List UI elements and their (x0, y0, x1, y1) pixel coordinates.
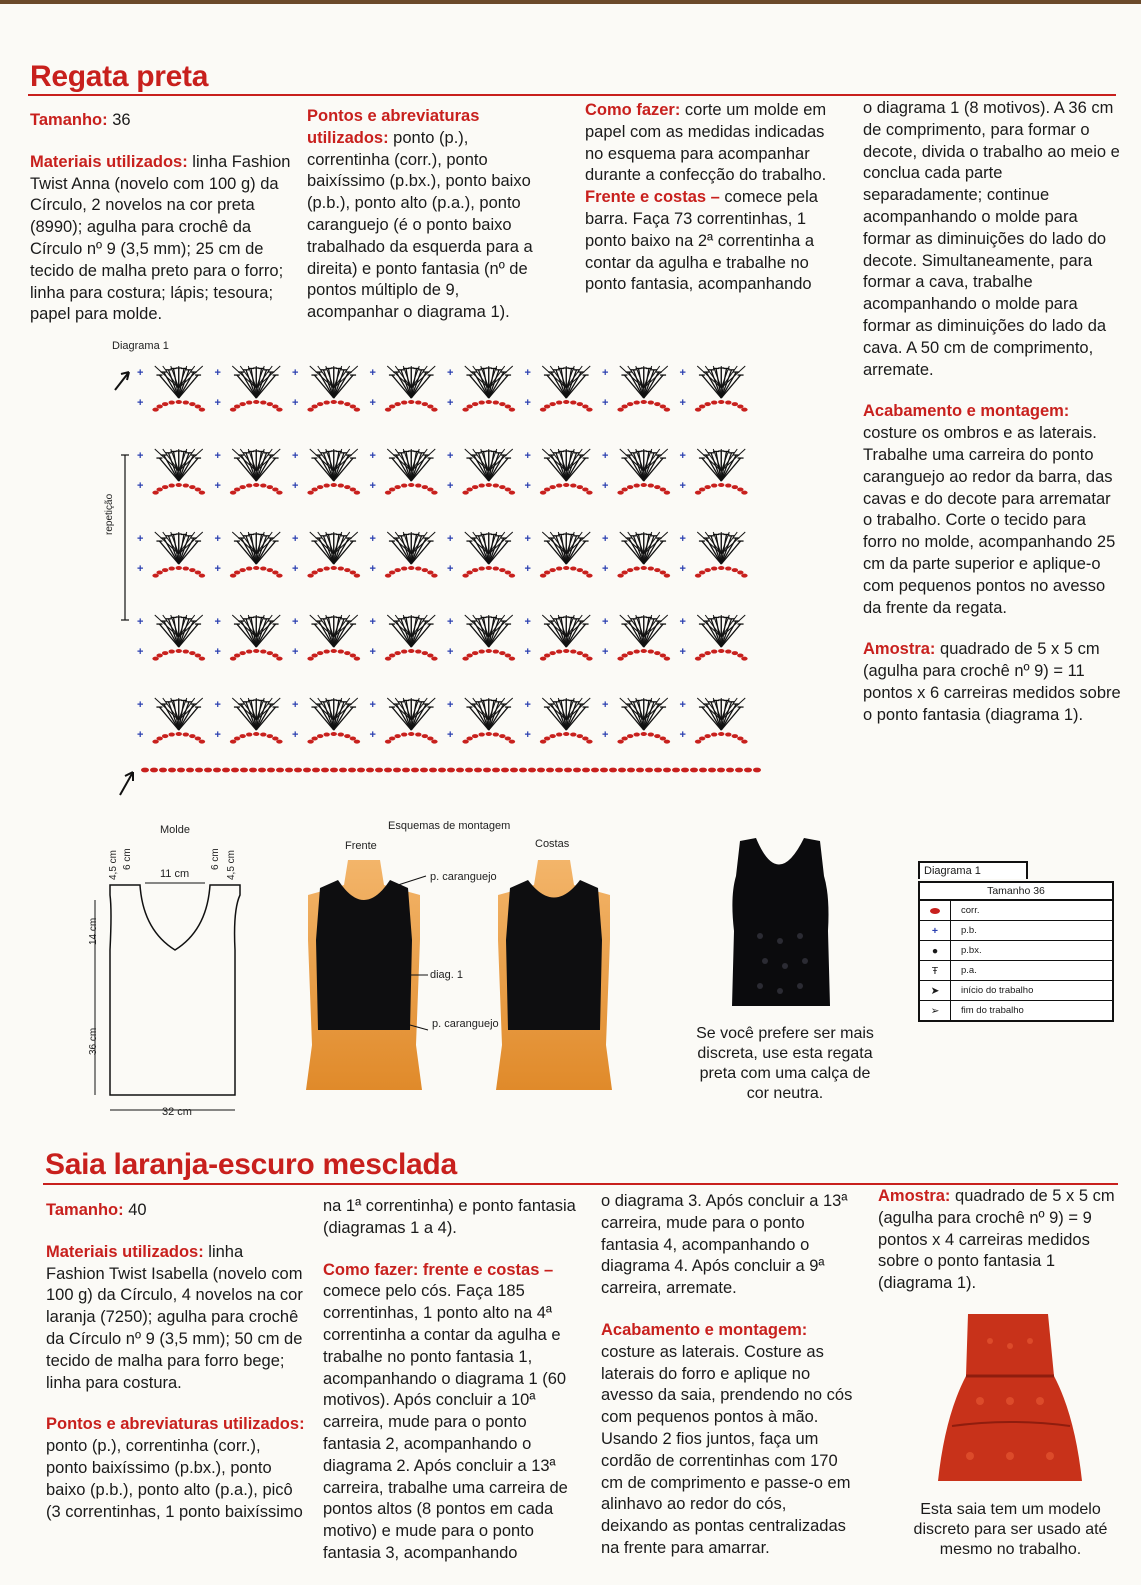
size-label: Tamanho: (30, 111, 108, 129)
tank-photo-caption: Se você prefere ser mais discreta, use esta regata preta com uma calça de cor neutra. (696, 1025, 874, 1102)
svg-text:+: + (602, 480, 609, 492)
svg-text:+: + (447, 616, 454, 628)
legend-row: ➤ início do trabalho (920, 981, 1112, 1001)
svg-text:+: + (214, 646, 221, 658)
svg-text:+: + (214, 699, 221, 711)
svg-text:+: + (602, 450, 609, 462)
legend-row: corr. (920, 901, 1112, 921)
svg-text:+: + (369, 563, 376, 575)
svg-text:+: + (369, 646, 376, 658)
svg-text:+: + (369, 533, 376, 545)
svg-text:+: + (447, 563, 454, 575)
article2-col1: Tamanho: 40 Materiais utilizados: linha Fashion Twist Isabella (novelo com 100 g) da Círculo, 4 novelos na cor laranja (7250); agulha para crochê da Círculo nº 9 (3,5 mm); 50 cm de tecido de malha para forro bege; linha para costura. Pontos e abreviaturas utilizados: ponto (p.), correntinha (corr.), ponto baixíssimo (p.bx.), ponto baixo (p.b.), ponto alto (p.a.), picô (3 correntinhas, 1 ponto baixíssimo (46, 1201, 305, 1521)
svg-text:+: + (137, 729, 144, 741)
assembly-crab-top: p. caranguejo (430, 871, 497, 883)
svg-text:+: + (137, 646, 144, 658)
dot-icon: ● (920, 941, 951, 960)
svg-text:+: + (602, 367, 609, 379)
svg-text:+: + (214, 367, 221, 379)
svg-text:+: + (679, 450, 686, 462)
top-edge-strip (0, 0, 1141, 4)
crochet-chart (105, 350, 770, 800)
svg-text:+: + (214, 480, 221, 492)
svg-text:+: + (214, 616, 221, 628)
legend-row: ● p.bx. (920, 941, 1112, 961)
pattern-dim-32: 32 cm (162, 1106, 192, 1118)
assembly-front-label: Frente (345, 840, 377, 852)
svg-text:+: + (137, 450, 144, 462)
svg-text:+: + (369, 450, 376, 462)
svg-text:+: + (524, 397, 531, 409)
svg-text:+: + (602, 533, 609, 545)
pattern-dim-11: 11 cm (160, 868, 190, 880)
svg-text:+: + (137, 367, 144, 379)
svg-text:+: + (292, 699, 299, 711)
plus-icon: + (920, 921, 951, 940)
svg-text:+: + (679, 646, 686, 658)
svg-text:+: + (679, 533, 686, 545)
svg-text:+: + (524, 646, 531, 658)
assembly-diag: diag. 1 (430, 969, 464, 981)
pattern-dim-36: 36 cm (88, 1027, 99, 1055)
svg-text:+: + (369, 367, 376, 379)
svg-text:+: + (524, 563, 531, 575)
svg-text:+: + (524, 533, 531, 545)
svg-text:+: + (447, 397, 454, 409)
article2-title: Saia laranja-escuro mesclada (45, 1148, 457, 1181)
svg-text:+: + (214, 729, 221, 741)
svg-text:+: + (679, 480, 686, 492)
article1-col3 (585, 100, 840, 316)
svg-text:+: + (214, 533, 221, 545)
back-mannequin (496, 860, 612, 1090)
sample-label: Amostra: (863, 640, 936, 659)
front-mannequin (306, 860, 422, 1090)
front-text: comece pela barra. Faça 73 correntinhas, 1 ponto baixo na 2ª correntinha a contar da agulha e trabalhe no ponto fantasia, acompanhando (585, 188, 818, 294)
svg-text:+: + (679, 616, 686, 628)
finish-label: Acabamento e montagem: (863, 402, 1070, 421)
legend-box (918, 881, 1114, 1022)
svg-text:+: + (447, 533, 454, 545)
svg-text:+: + (292, 450, 299, 462)
svg-text:+: + (602, 646, 609, 658)
article2-rule (43, 1183, 1118, 1185)
stitches-text: ponto (p.), correntinha (corr.), ponto baixíssimo (p.bx.), ponto baixo (p.b.), ponto alto (p.a.), ponto caranguejo (é o ponto baixo trabalhado da esquerda para a direita) e ponto fantasia (nº de pontos múltiplo de 9, acompanhar o diagrama 1). (307, 128, 533, 322)
article-title: Regata preta (30, 60, 209, 93)
diagram-label: Diagrama 1 (112, 340, 169, 352)
svg-text:+: + (679, 397, 686, 409)
end-arrow-icon (115, 372, 129, 390)
howto-text: corte um molde em papel com as medidas indicadas no esquema para acompanhar durante a confecção do trabalho. (585, 101, 827, 185)
legend-row: Ŧ p.a. (920, 961, 1112, 981)
legend-row: ➢ fim do trabalho (920, 1001, 1112, 1020)
assembly-crab-bottom: p. caranguejo (432, 1018, 499, 1030)
svg-text:+: + (602, 397, 609, 409)
svg-text:+: + (292, 480, 299, 492)
svg-text:+: + (137, 563, 144, 575)
svg-text:+: + (292, 616, 299, 628)
svg-text:+: + (602, 616, 609, 628)
svg-text:+: + (679, 699, 686, 711)
svg-text:+: + (292, 367, 299, 379)
svg-text:+: + (369, 699, 376, 711)
article1-col4 (863, 98, 1121, 747)
howto-label: Como fazer: (585, 101, 681, 119)
svg-text:+: + (292, 397, 299, 409)
front-label: Frente e costas – (585, 188, 720, 207)
svg-text:+: + (524, 729, 531, 741)
pattern-dim-4-5b: 4,5 cm (226, 849, 237, 880)
svg-text:+: + (137, 480, 144, 492)
start-arrow-icon (120, 772, 133, 795)
assembly-mannequins (300, 850, 640, 1100)
article2-col3: o diagrama 3. Após concluir a 13ª carreira, mude para o ponto fantasia 4, acompanhando o diagrama 4. Após concluir a 9ª carreira, arremate. Acabamento e montagem: costure as laterais. Costure as laterais do forro e aplique no avesso da saia, prendendo no cós com pequenos pontos à mão. Usando 2 fios juntos, faça um cordão de correntinhas com 170 cm de comprimento e passe-o em alinhavo ao redor do cós, deixando as pontas centralizadas na frente para amarrar. (601, 1192, 853, 1557)
start-arrow-icon: ➤ (920, 981, 951, 1000)
svg-text:+: + (524, 367, 531, 379)
pattern-dim-6b: 6 cm (210, 848, 221, 870)
pattern-title: Molde (160, 824, 190, 836)
svg-text:+: + (369, 480, 376, 492)
svg-text:+: + (369, 729, 376, 741)
skirt-photo-caption: Esta saia tem um modelo discreto para ser usado até mesmo no trabalho. (913, 1501, 1108, 1558)
pattern-dim-6a: 6 cm (122, 848, 133, 870)
svg-text:+: + (524, 450, 531, 462)
pattern-dim-4-5a: 4,5 cm (108, 849, 119, 880)
article2-col2: na 1ª correntinha) e ponto fantasia (diagramas 1 a 4). Como fazer: frente e costas – comece pelo cós. Faça 185 correntinhas, 1 ponto alto na 4ª correntinha a contar da agulha e trabalhe no ponto fantasia 1, acompanhando o diagrama 1 (60 motivos). Após concluir a 10ª carreira, mude para o ponto fantasia 2, acompanhando o diagrama 2. Após concluir a 13ª carreira, trabalhe uma carreira de pontos altos (8 pontos em cada motivo) e mude para o ponto fantasia 3, acompanhando (323, 1197, 576, 1562)
svg-text:+: + (292, 533, 299, 545)
tank-top-photo (720, 836, 840, 1016)
svg-text:+: + (524, 480, 531, 492)
svg-text:+: + (369, 397, 376, 409)
chain-icon (930, 908, 940, 914)
svg-text:+: + (524, 699, 531, 711)
svg-text:+: + (137, 699, 144, 711)
front-continued: o diagrama 1 (8 motivos). A 36 cm de comprimento, para formar o decote, divida o trabalho ao meio e conclua cada parte separadamente; continue acompanhando o molde para formar as diminuições do lado do decote. Simultaneamente, para formar a cava, trabalhe acompanhando o molde para formar as diminuições do lado da cava. A 50 cm de comprimento, arremate. (863, 99, 1120, 379)
svg-text:+: + (447, 480, 454, 492)
title-rule (28, 94, 1116, 96)
svg-text:+: + (137, 533, 144, 545)
article1-col2 (307, 106, 552, 344)
materials-text: linha Fashion Twist Anna (novelo com 100 g) da Círculo, 2 novelos na cor preta (8990); agulha para crochê da Círculo nº 9 (3,5 mm); 25 cm de tecido de malha preto para o forro; linha para costura; lápis; tesoura; papel para molde. (30, 152, 291, 324)
svg-text:+: + (137, 397, 144, 409)
legend-row: + p.b. (920, 921, 1112, 941)
svg-text:+: + (602, 699, 609, 711)
svg-text:+: + (292, 729, 299, 741)
svg-text:+: + (214, 450, 221, 462)
repeat-label: repetição (104, 493, 115, 535)
materials-label: Materiais utilizados: (30, 152, 188, 171)
stitches-label: Pontos e abreviaturas utilizados: (307, 107, 480, 147)
svg-text:+: + (369, 616, 376, 628)
svg-text:+: + (679, 367, 686, 379)
svg-text:+: + (292, 563, 299, 575)
article2-col4: Amostra: quadrado de 5 x 5 cm (agulha para crochê nº 9) = 9 pontos x 4 carreiras medidos sobre o ponto fantasia 1 (diagrama 1). (878, 1187, 1115, 1293)
svg-text:+: + (214, 563, 221, 575)
skirt-photo (930, 1306, 1090, 1491)
assembly-back-label: Costas (535, 838, 570, 850)
legend-subtitle: Tamanho 36 (920, 883, 1112, 901)
end-arrow-icon: ➢ (920, 1001, 951, 1020)
assembly-title: Esquemas de montagem (388, 820, 511, 832)
double-crochet-icon: Ŧ (920, 961, 951, 980)
svg-text:+: + (447, 729, 454, 741)
svg-text:+: + (214, 397, 221, 409)
svg-text:+: + (524, 616, 531, 628)
sample-text: quadrado de 5 x 5 cm (agulha para crochê nº 9) = 11 pontos x 6 carreiras medidos sobre o ponto fantasia (diagrama 1). (863, 640, 1121, 724)
legend-title: Diagrama 1 (918, 861, 1028, 879)
pattern-dim-14: 14 cm (88, 917, 99, 945)
svg-text:+: + (447, 367, 454, 379)
svg-text:+: + (292, 646, 299, 658)
svg-text:+: + (602, 563, 609, 575)
svg-text:+: + (679, 729, 686, 741)
svg-text:+: + (679, 563, 686, 575)
svg-text:+: + (447, 450, 454, 462)
svg-text:+: + (602, 729, 609, 741)
svg-text:+: + (137, 616, 144, 628)
svg-text:+: + (447, 699, 454, 711)
finish-text: costure os ombros e as laterais. Trabalhe uma carreira do ponto caranguejo ao redor da barra, das cavas e do decote para arrematar o trabalho. Corte o tecido para forro no molde, acompanhando 25 cm da parte superior e aplique-o com pequenos pontos no avesso da frente da regata. (863, 424, 1116, 617)
size-value: 36 (107, 111, 131, 129)
article1-col1 (30, 110, 292, 346)
svg-text:+: + (447, 646, 454, 658)
